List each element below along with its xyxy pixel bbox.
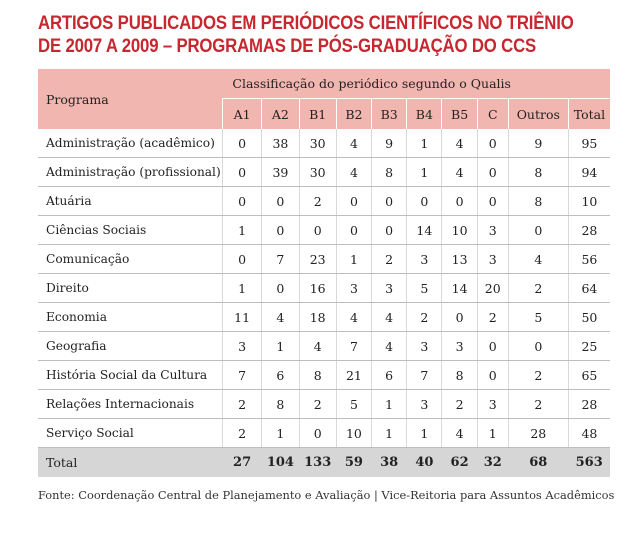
cell-c: 2 [477,303,508,332]
cell-b4: 1 [407,129,442,158]
total-b4: 40 [407,448,442,478]
cell-a1: 1 [222,216,261,245]
cell-b5: 8 [442,361,477,390]
cell-total: 95 [568,129,610,158]
cell-total: 64 [568,274,610,303]
total-b1: 133 [299,448,336,478]
cell-b3: 1 [372,419,407,448]
cell-total: 56 [568,245,610,274]
cell-a2: 6 [262,361,299,390]
cell-outros: 5 [508,303,568,332]
cell-a2: 0 [262,274,299,303]
cell-b1: 8 [299,361,336,390]
total-a2: 104 [262,448,299,478]
cell-b5: 4 [442,158,477,187]
column-header-total: Total [568,99,610,130]
cell-a2: 39 [262,158,299,187]
cell-c: 1 [477,419,508,448]
column-header-b4: B4 [407,99,442,130]
cell-b2: 4 [336,158,371,187]
cell-outros: 2 [508,361,568,390]
table-row [38,187,610,216]
cell-b1: 4 [299,332,336,361]
cell-outros: 4 [508,245,568,274]
cell-b4: 3 [407,332,442,361]
cell-b1: 30 [299,158,336,187]
table-row [38,303,610,332]
cell-c: 3 [477,390,508,419]
column-header-b2: B2 [336,99,371,130]
cell-total: 94 [568,158,610,187]
column-header-b3: B3 [372,99,407,130]
cell-c: 0 [477,158,508,187]
cell-b3: 4 [372,332,407,361]
cell-b5: 4 [442,129,477,158]
cell-a1: 3 [222,332,261,361]
cell-total: 50 [568,303,610,332]
cell-a1: 1 [222,274,261,303]
cell-c: 3 [477,216,508,245]
table-body [38,129,610,448]
articles-table [38,69,610,477]
cell-c: 20 [477,274,508,303]
total-label: Total [38,448,222,478]
column-header-a1: A1 [222,99,261,130]
cell-outros: 8 [508,187,568,216]
cell-outros: 0 [508,332,568,361]
cell-b3: 4 [372,303,407,332]
cell-a1: 0 [222,187,261,216]
cell-c: 0 [477,332,508,361]
cell-outros: 0 [508,216,568,245]
cell-b5: 2 [442,390,477,419]
program-name: Geografia [38,332,222,361]
cell-b2: 7 [336,332,371,361]
table-row [38,158,610,187]
program-name: Administração (profissional) [38,158,222,187]
total-b2: 59 [336,448,371,478]
column-header-a2: A2 [262,99,299,130]
cell-b1: 2 [299,390,336,419]
total-c: 32 [477,448,508,478]
cell-a2: 8 [262,390,299,419]
program-name: Serviço Social [38,419,222,448]
cell-b3: 3 [372,274,407,303]
cell-a2: 1 [262,332,299,361]
cell-total: 10 [568,187,610,216]
program-name: Ciências Sociais [38,216,222,245]
table-row [38,419,610,448]
cell-a1: 7 [222,361,261,390]
source-note: Fonte: Coordenação Central de Planejamento e Avaliação | Vice-Reitoria para Assuntos Acadêmicos [38,488,615,502]
cell-a2: 0 [262,216,299,245]
total-b5: 62 [442,448,477,478]
cell-total: 65 [568,361,610,390]
cell-c: 0 [477,129,508,158]
table-row [38,129,610,158]
cell-outros: 9 [508,129,568,158]
cell-a1: 11 [222,303,261,332]
cell-outros: 2 [508,274,568,303]
cell-b1: 0 [299,216,336,245]
cell-b2: 0 [336,187,371,216]
cell-outros: 8 [508,158,568,187]
cell-b1: 18 [299,303,336,332]
table-row [38,245,610,274]
total-outros: 68 [508,448,568,478]
cell-b2: 4 [336,303,371,332]
program-name: Economia [38,303,222,332]
total-b3: 38 [372,448,407,478]
cell-a1: 0 [222,129,261,158]
cell-b1: 2 [299,187,336,216]
cell-c: 0 [477,187,508,216]
cell-a1: 2 [222,390,261,419]
cell-total: 48 [568,419,610,448]
program-name: História Social da Cultura [38,361,222,390]
table-row [38,216,610,245]
cell-b4: 5 [407,274,442,303]
program-column-header: Programa [38,69,222,129]
cell-b4: 0 [407,187,442,216]
program-name: Administração (acadêmico) [38,129,222,158]
column-header-outros: Outros [508,99,568,130]
total-a1: 27 [222,448,261,478]
column-header-b1: B1 [299,99,336,130]
table-row [38,361,610,390]
cell-b5: 10 [442,216,477,245]
total-total: 563 [568,448,610,478]
table-row [38,390,610,419]
cell-b4: 1 [407,419,442,448]
cell-b4: 7 [407,361,442,390]
column-header-c: C [477,99,508,130]
cell-b3: 0 [372,187,407,216]
cell-b5: 4 [442,419,477,448]
total-row [38,448,610,478]
cell-b3: 2 [372,245,407,274]
cell-b1: 16 [299,274,336,303]
cell-b2: 4 [336,129,371,158]
program-name: Direito [38,274,222,303]
cell-a2: 1 [262,419,299,448]
cell-total: 28 [568,216,610,245]
cell-b2: 10 [336,419,371,448]
cell-b4: 2 [407,303,442,332]
column-header-b5: B5 [442,99,477,130]
cell-b5: 3 [442,332,477,361]
cell-b2: 21 [336,361,371,390]
cell-b2: 5 [336,390,371,419]
cell-b5: 13 [442,245,477,274]
cell-b5: 0 [442,303,477,332]
cell-b2: 3 [336,274,371,303]
cell-b2: 0 [336,216,371,245]
program-name: Comunicação [38,245,222,274]
cell-b3: 6 [372,361,407,390]
cell-total: 25 [568,332,610,361]
cell-b4: 14 [407,216,442,245]
cell-b4: 3 [407,245,442,274]
cell-c: 3 [477,245,508,274]
title-line-2: DE 2007 A 2009 – PROGRAMAS DE PÓS-GRADUAÇÃO DO CCS [38,35,537,57]
cell-b1: 23 [299,245,336,274]
title-line-1: ARTIGOS PUBLICADOS EM PERIÓDICOS CIENTÍFICOS NO TRIÊNIO [38,12,574,34]
table-row [38,274,610,303]
cell-b3: 8 [372,158,407,187]
cell-a1: 0 [222,245,261,274]
cell-b3: 0 [372,216,407,245]
page-title [38,12,574,58]
cell-a2: 4 [262,303,299,332]
cell-b3: 9 [372,129,407,158]
cell-b1: 0 [299,419,336,448]
cell-b5: 0 [442,187,477,216]
program-name: Relações Internacionais [38,390,222,419]
cell-a1: 2 [222,419,261,448]
qualis-classification-header: Classificação do periódico segundo o Qualis [222,69,610,99]
cell-a2: 38 [262,129,299,158]
cell-b4: 3 [407,390,442,419]
cell-b3: 1 [372,390,407,419]
program-name: Atuária [38,187,222,216]
cell-b5: 14 [442,274,477,303]
cell-a1: 0 [222,158,261,187]
cell-outros: 28 [508,419,568,448]
table-row [38,332,610,361]
cell-b4: 1 [407,158,442,187]
cell-b1: 30 [299,129,336,158]
cell-b2: 1 [336,245,371,274]
cell-outros: 2 [508,390,568,419]
cell-a2: 0 [262,187,299,216]
cell-a2: 7 [262,245,299,274]
cell-total: 28 [568,390,610,419]
cell-c: 0 [477,361,508,390]
